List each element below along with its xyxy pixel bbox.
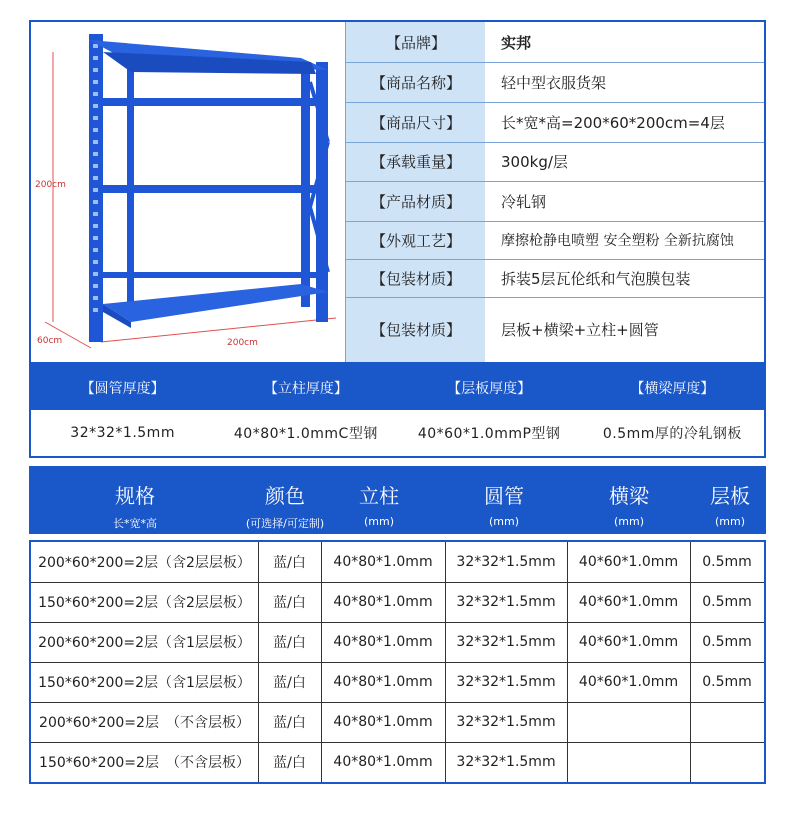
divider	[345, 102, 764, 103]
column-header-title: 横梁	[609, 484, 649, 508]
column-header-sub: (mm)	[714, 515, 745, 528]
cell-tube: 32*32*1.5mm	[456, 674, 556, 690]
cell-beam: 40*60*1.0mm	[578, 634, 679, 650]
column-header-tube	[449, 466, 559, 534]
cell-shelf	[690, 702, 764, 742]
spec-table	[29, 540, 766, 784]
thickness-header-cell: 【立柱厚度】	[263, 381, 348, 397]
spec-value: 冷轧钢	[501, 192, 547, 211]
spec-value-brand: 实邦	[501, 33, 532, 52]
cell-color: 蓝/白	[273, 675, 306, 691]
spec-value: 300kg/层	[501, 153, 568, 171]
cell-beam	[567, 742, 690, 782]
cell-beam	[567, 702, 690, 742]
spec-value: 层板+横梁+立柱+圆管	[501, 321, 659, 339]
divider	[345, 259, 764, 260]
cell-upright: 40*80*1.0mm	[333, 754, 433, 770]
column-header-title: 层板	[710, 484, 750, 508]
cell-shelf: 0.5mm	[702, 634, 752, 650]
thickness-value: 32*32*1.5mm	[70, 425, 175, 441]
cell-spec: 150*60*200=2层（含2层层板）	[38, 595, 251, 611]
table-row	[31, 582, 764, 622]
column-header-sub: (mm)	[363, 515, 394, 528]
column-header-sub: (mm)	[613, 515, 644, 528]
dim-width-label: 200cm	[227, 338, 258, 348]
thickness-band	[29, 364, 766, 458]
cell-color: 蓝/白	[273, 595, 306, 611]
table-row	[31, 542, 764, 582]
cell-shelf: 0.5mm	[702, 674, 752, 690]
column-header-color	[225, 466, 345, 534]
spec-label: 【外观工艺】	[370, 231, 461, 250]
spec-value: 轻中型衣服货架	[501, 73, 607, 92]
spec-label-column	[345, 22, 487, 362]
cell-shelf: 0.5mm	[702, 554, 752, 570]
thickness-values	[31, 410, 764, 456]
cell-color: 蓝/白	[273, 555, 306, 571]
thickness-header	[31, 366, 764, 410]
cell-tube: 32*32*1.5mm	[456, 714, 556, 730]
divider	[345, 297, 764, 298]
column-header-title: 规格	[115, 484, 155, 508]
cell-beam: 40*60*1.0mm	[578, 554, 679, 570]
spec-value-column	[485, 22, 764, 362]
cell-upright: 40*80*1.0mm	[333, 554, 433, 570]
cell-tube: 32*32*1.5mm	[456, 594, 556, 610]
cell-beam: 40*60*1.0mm	[578, 674, 679, 690]
divider	[345, 142, 764, 143]
spec-label: 【包装材质】	[370, 269, 461, 288]
column-header-shelf	[694, 466, 766, 534]
column-header-beam	[574, 466, 684, 534]
cell-upright: 40*80*1.0mm	[333, 714, 433, 730]
spec-label: 【包装材质】	[370, 321, 461, 339]
spec-value: 拆装5层瓦伦纸和气泡膜包装	[501, 269, 691, 288]
spec-label: 【承载重量】	[370, 153, 461, 171]
column-header-upright	[339, 466, 419, 534]
column-header-title: 立柱	[359, 484, 399, 508]
cell-color: 蓝/白	[273, 635, 306, 651]
dim-depth-label: 60cm	[37, 336, 63, 346]
cell-upright: 40*80*1.0mm	[333, 634, 433, 650]
column-header-sub: (mm)	[488, 515, 519, 528]
thickness-value: 40*80*1.0mmC型钢	[233, 426, 378, 442]
thickness-header-cell: 【横梁厚度】	[630, 381, 715, 397]
spec-label: 【品牌】	[385, 33, 446, 52]
cell-spec: 200*60*200=2层 （不含层板）	[39, 715, 250, 731]
cell-upright: 40*80*1.0mm	[333, 594, 433, 610]
column-header-title: 颜色	[265, 484, 305, 508]
column-header-spec	[29, 466, 241, 534]
table-row	[31, 622, 764, 662]
cell-color: 蓝/白	[273, 755, 306, 771]
cell-upright: 40*80*1.0mm	[333, 674, 433, 690]
spec-label: 【商品名称】	[370, 73, 461, 92]
spec-label: 【商品尺寸】	[370, 113, 461, 132]
thickness-header-cell: 【层板厚度】	[447, 381, 532, 397]
spec-value: 长*宽*高=200*60*200cm=4层	[501, 113, 725, 132]
column-header-title: 圆管	[484, 484, 524, 508]
table-row	[31, 702, 764, 742]
divider	[345, 181, 764, 182]
thickness-value: 40*60*1.0mmP型钢	[417, 426, 561, 442]
cell-tube: 32*32*1.5mm	[456, 634, 556, 650]
cell-spec: 150*60*200=2层（含1层层板）	[38, 675, 251, 691]
cell-beam: 40*60*1.0mm	[578, 594, 679, 610]
cell-color: 蓝/白	[273, 715, 306, 731]
spec-label: 【产品材质】	[370, 192, 461, 211]
cell-shelf	[690, 742, 764, 782]
column-header-sub: 长*宽*高	[113, 517, 157, 530]
cell-shelf: 0.5mm	[702, 594, 752, 610]
thickness-value: 0.5mm厚的冷轧钢板	[602, 426, 742, 442]
shelf-rack-image	[31, 22, 345, 362]
spec-value: 摩擦枪静电喷塑 安全塑粉 全新抗腐蚀	[501, 233, 734, 249]
product-image	[31, 22, 345, 362]
column-header-sub: (可选择/可定制)	[245, 517, 325, 530]
cell-spec: 200*60*200=2层（含2层层板）	[38, 555, 251, 571]
cell-tube: 32*32*1.5mm	[456, 754, 556, 770]
divider	[345, 221, 764, 222]
table-header	[29, 466, 766, 534]
spec-block	[29, 20, 766, 364]
cell-tube: 32*32*1.5mm	[456, 554, 556, 570]
dim-height-label: 200cm	[35, 180, 66, 190]
cell-spec: 150*60*200=2层 （不含层板）	[39, 755, 250, 771]
thickness-header-cell: 【圆管厚度】	[80, 381, 165, 397]
cell-spec: 200*60*200=2层（含1层层板）	[38, 635, 251, 651]
table-row	[31, 742, 764, 782]
divider	[345, 62, 764, 63]
table-row	[31, 662, 764, 702]
